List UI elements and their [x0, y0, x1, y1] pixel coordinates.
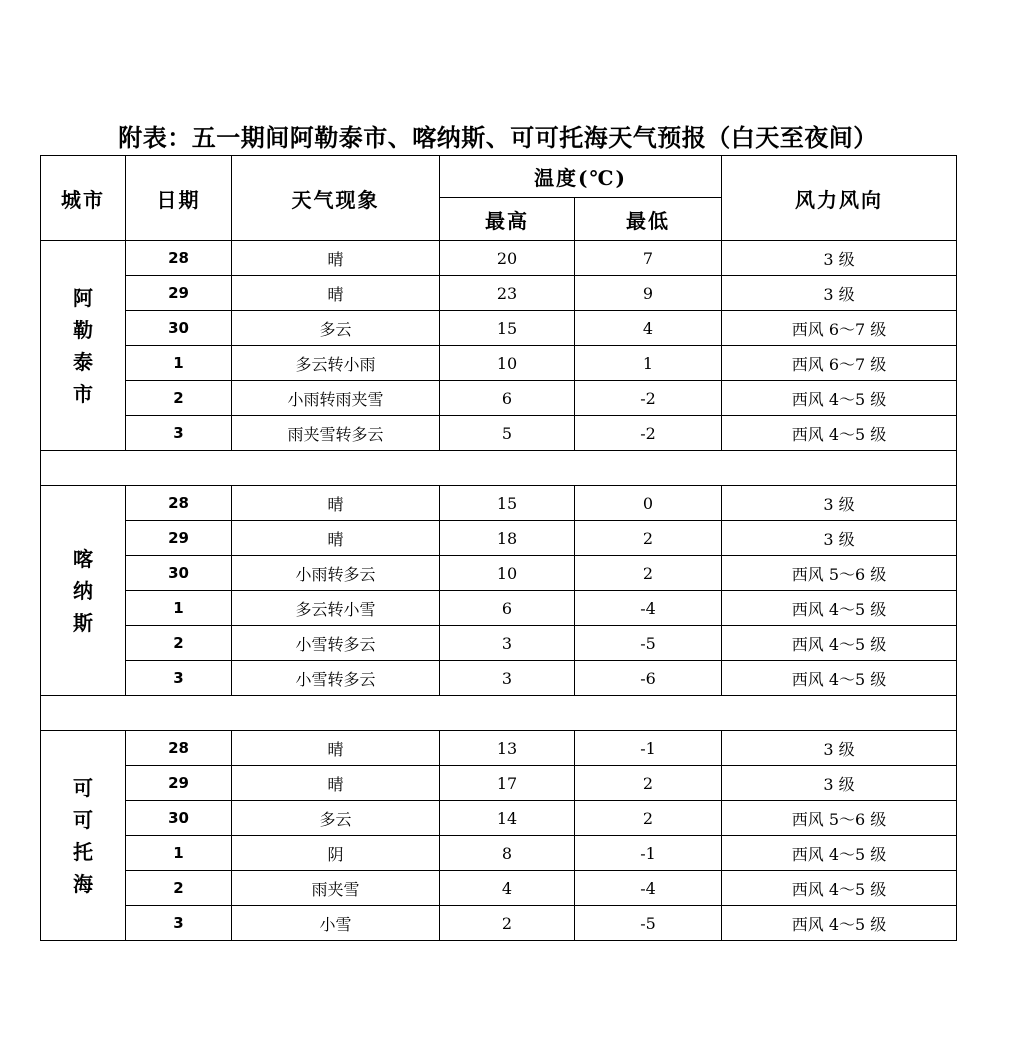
wind-cell: 3 级 [722, 241, 957, 276]
max-temp-cell: 3 [440, 626, 575, 661]
wind-cell: 西风 5～6 级 [722, 556, 957, 591]
date-cell: 28 [126, 241, 232, 276]
min-temp-cell: 0 [575, 486, 722, 521]
min-temp-cell: -1 [575, 731, 722, 766]
weather-cell: 多云转小雨 [232, 346, 440, 381]
city-name-char: 纳 [73, 578, 93, 603]
city-name-char: 泰 [73, 349, 93, 374]
weather-cell: 小雨转多云 [232, 556, 440, 591]
weather-cell: 小雪 [232, 906, 440, 941]
wind-cell: 西风 4～5 级 [722, 836, 957, 871]
city-name-cell [41, 241, 126, 451]
weather-cell: 小雪转多云 [232, 661, 440, 696]
header-city: 城市 [41, 156, 126, 241]
weather-cell: 多云转小雪 [232, 591, 440, 626]
city-name-char: 可 [73, 775, 93, 800]
header-min: 最低 [575, 198, 722, 241]
wind-cell: 3 级 [722, 731, 957, 766]
header-row [41, 156, 957, 198]
wind-cell: 西风 4～5 级 [722, 871, 957, 906]
city-name-char: 勒 [73, 317, 93, 342]
max-temp-cell: 2 [440, 906, 575, 941]
header-max: 最高 [440, 198, 575, 241]
wind-cell: 西风 4～5 级 [722, 661, 957, 696]
weather-cell: 雨夹雪转多云 [232, 416, 440, 451]
weather-cell: 多云 [232, 801, 440, 836]
max-temp-cell: 6 [440, 591, 575, 626]
weather-cell: 晴 [232, 241, 440, 276]
city-name-char: 海 [73, 871, 93, 896]
min-temp-cell: 2 [575, 521, 722, 556]
wind-cell: 西风 4～5 级 [722, 591, 957, 626]
min-temp-cell: -1 [575, 836, 722, 871]
max-temp-cell: 4 [440, 871, 575, 906]
city-name-char: 斯 [73, 610, 93, 635]
max-temp-cell: 3 [440, 661, 575, 696]
max-temp-cell: 13 [440, 731, 575, 766]
date-cell: 3 [126, 661, 232, 696]
wind-cell: 西风 4～5 级 [722, 626, 957, 661]
date-cell: 3 [126, 416, 232, 451]
min-temp-cell: -4 [575, 591, 722, 626]
min-temp-cell: 9 [575, 276, 722, 311]
table-row [41, 836, 957, 871]
weather-cell: 晴 [232, 766, 440, 801]
date-cell: 28 [126, 731, 232, 766]
table-row [41, 381, 957, 416]
min-temp-cell: -5 [575, 906, 722, 941]
table-row [41, 276, 957, 311]
weather-cell: 晴 [232, 486, 440, 521]
table-row [41, 906, 957, 941]
max-temp-cell: 8 [440, 836, 575, 871]
table-row [41, 591, 957, 626]
max-temp-cell: 10 [440, 346, 575, 381]
table-row [41, 871, 957, 906]
spacer-row [41, 451, 957, 486]
weather-cell: 晴 [232, 731, 440, 766]
min-temp-cell: 1 [575, 346, 722, 381]
spacer-cell [41, 696, 957, 731]
city-name-cell [41, 731, 126, 941]
table-row [41, 556, 957, 591]
min-temp-cell: -2 [575, 416, 722, 451]
header-temperature: 温度(℃) [440, 156, 722, 198]
spacer-row [41, 696, 957, 731]
weather-cell: 阴 [232, 836, 440, 871]
table-row [41, 521, 957, 556]
date-cell: 2 [126, 381, 232, 416]
city-name-char: 阿 [73, 285, 93, 310]
header-date: 日期 [126, 156, 232, 241]
date-cell: 1 [126, 346, 232, 381]
weather-cell: 晴 [232, 521, 440, 556]
table-row [41, 801, 957, 836]
weather-cell: 雨夹雪 [232, 871, 440, 906]
date-cell: 1 [126, 591, 232, 626]
min-temp-cell: -6 [575, 661, 722, 696]
min-temp-cell: 4 [575, 311, 722, 346]
max-temp-cell: 14 [440, 801, 575, 836]
table-row [41, 766, 957, 801]
date-cell: 30 [126, 556, 232, 591]
city-name-char: 托 [73, 839, 93, 864]
weather-cell: 小雨转雨夹雪 [232, 381, 440, 416]
min-temp-cell: 2 [575, 766, 722, 801]
max-temp-cell: 15 [440, 486, 575, 521]
min-temp-cell: -4 [575, 871, 722, 906]
wind-cell: 3 级 [722, 521, 957, 556]
date-cell: 30 [126, 311, 232, 346]
table-row [41, 241, 957, 276]
date-cell: 2 [126, 871, 232, 906]
header-wind: 风力风向 [722, 156, 957, 241]
wind-cell: 3 级 [722, 276, 957, 311]
wind-cell: 西风 4～5 级 [722, 381, 957, 416]
table-row [41, 661, 957, 696]
max-temp-cell: 6 [440, 381, 575, 416]
date-cell: 28 [126, 486, 232, 521]
wind-cell: 西风 6～7 级 [722, 311, 957, 346]
city-name-char: 喀 [73, 546, 93, 571]
wind-cell: 3 级 [722, 766, 957, 801]
table-row [41, 626, 957, 661]
wind-cell: 西风 5～6 级 [722, 801, 957, 836]
wind-cell: 3 级 [722, 486, 957, 521]
date-cell: 2 [126, 626, 232, 661]
city-name-char: 可 [73, 807, 93, 832]
max-temp-cell: 18 [440, 521, 575, 556]
max-temp-cell: 23 [440, 276, 575, 311]
table-row [41, 346, 957, 381]
min-temp-cell: -5 [575, 626, 722, 661]
date-cell: 3 [126, 906, 232, 941]
table-row [41, 731, 957, 766]
table-row [41, 486, 957, 521]
table-row [41, 311, 957, 346]
table-row [41, 416, 957, 451]
min-temp-cell: 7 [575, 241, 722, 276]
wind-cell: 西风 4～5 级 [722, 906, 957, 941]
min-temp-cell: -2 [575, 381, 722, 416]
max-temp-cell: 17 [440, 766, 575, 801]
weather-forecast-table [40, 155, 957, 941]
date-cell: 29 [126, 521, 232, 556]
min-temp-cell: 2 [575, 556, 722, 591]
date-cell: 29 [126, 766, 232, 801]
city-name-cell [41, 486, 126, 696]
weather-cell: 多云 [232, 311, 440, 346]
date-cell: 1 [126, 836, 232, 871]
spacer-cell [41, 451, 957, 486]
city-name-char: 市 [73, 381, 93, 406]
max-temp-cell: 15 [440, 311, 575, 346]
wind-cell: 西风 6～7 级 [722, 346, 957, 381]
max-temp-cell: 10 [440, 556, 575, 591]
weather-cell: 小雪转多云 [232, 626, 440, 661]
date-cell: 29 [126, 276, 232, 311]
max-temp-cell: 20 [440, 241, 575, 276]
date-cell: 30 [126, 801, 232, 836]
min-temp-cell: 2 [575, 801, 722, 836]
header-weather: 天气现象 [232, 156, 440, 241]
wind-cell: 西风 4～5 级 [722, 416, 957, 451]
weather-cell: 晴 [232, 276, 440, 311]
table-title: 附表：五一期间阿勒泰市、喀纳斯、可可托海天气预报（白天至夜间） [118, 123, 878, 152]
max-temp-cell: 5 [440, 416, 575, 451]
